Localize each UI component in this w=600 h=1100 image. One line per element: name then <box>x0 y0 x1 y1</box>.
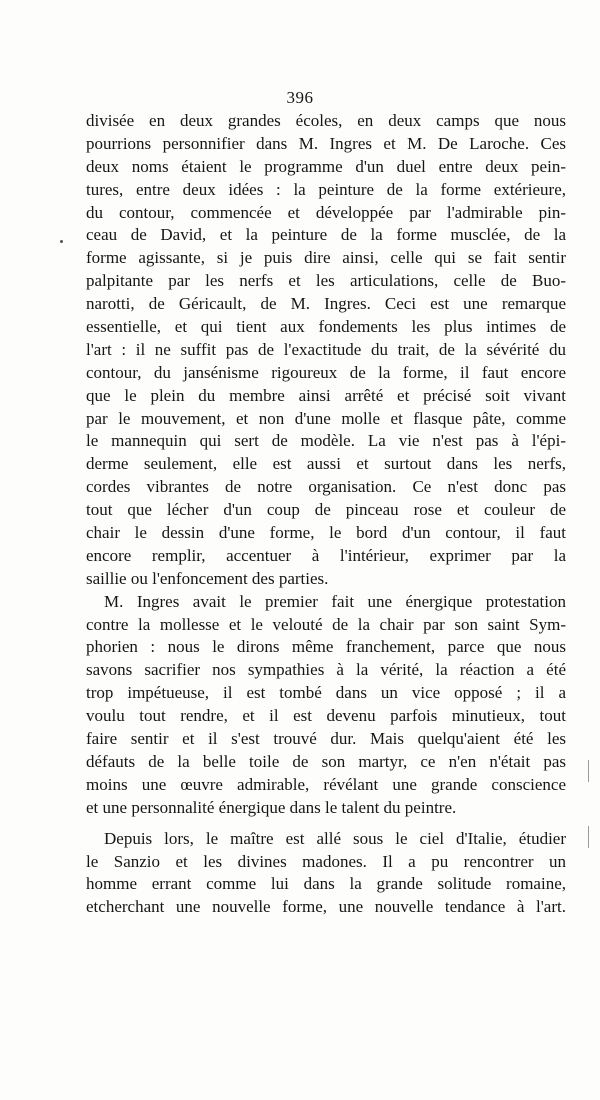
text-line: deux noms étaient le programme d'un duel entre deux pein- <box>86 156 566 176</box>
text-line: pourrions personnifier dans M. Ingres et M. De Laroche. Ces <box>86 133 566 153</box>
text-line: faire sentir et il s'est trouvé dur. Mais quelqu'aient été les <box>86 729 566 749</box>
text-line: cordes vibrantes de notre organisation. Ce n'est donc pas <box>86 477 566 497</box>
text-line: homme errant comme lui dans la grande solitude romaine, <box>86 874 566 894</box>
text-line: forme agissante, si je puis dire ainsi, celle qui se fait sentir <box>86 248 566 268</box>
text-line: voulu tout rendre, et il est devenu parfois minutieux, tout <box>86 706 566 726</box>
text-line: le mannequin qui sert de modèle. La vie n'est pas à l'épi- <box>86 431 566 451</box>
margin-dot <box>60 240 63 243</box>
text-line: contre la mollesse et le velouté de la chair par son saint Sym- <box>86 614 566 634</box>
text-line: défauts de la belle toile de son martyr, ce n'en n'était pas <box>86 751 566 771</box>
text-line: et une personnalité énergique dans le talent du peintre. <box>86 797 457 817</box>
text-line: tout que lécher d'un coup de pinceau rose et couleur de <box>86 500 566 520</box>
text-line: le Sanzio et les divines madones. Il a pu rencontrer un <box>86 851 566 871</box>
text-line: essentielle, et qui tient aux fondements les plus intimes de <box>86 317 566 337</box>
text-line: tures, entre deux idées : la peinture de la forme extérieure, <box>86 179 566 199</box>
text-line: etcherchant une nouvelle forme, une nouvelle tendance à l'art. <box>86 897 566 917</box>
text-line: Depuis lors, le maître est allé sous le ciel d'Italie, étudier <box>104 828 566 848</box>
text-line: chair le dessin d'une forme, le bord d'un contour, il faut <box>86 523 566 543</box>
text-line: du contour, commencée et développée par l'admirable pin- <box>86 202 566 222</box>
text-line: que le plein du membre ainsi arrêté et précisé soit vivant <box>86 385 566 405</box>
text-line: savons sacrifier nos sympathies à la vérité, la réaction a été <box>86 660 566 680</box>
text-line: moins une œuvre admirable, révélant une grande conscience <box>86 774 566 794</box>
paragraph-gap <box>86 820 566 828</box>
text-line: par le mouvement, et non d'une molle et flasque pâte, comme <box>86 408 566 428</box>
text-line: palpitante par les nerfs et les articulations, celle de Buo- <box>86 271 566 291</box>
text-line: narotti, de Géricault, de M. Ingres. Ceci est une remarque <box>86 294 566 314</box>
text-line: derme seulement, elle est aussi et surtout dans les nerfs, <box>86 454 566 474</box>
page-number: 396 <box>286 88 314 107</box>
text-line: l'art : il ne suffit pas de l'exactitude du trait, de la sévérité du <box>86 339 566 359</box>
text-line: contour, du jansénisme rigoureux de la forme, il faut encore <box>86 362 566 382</box>
text-line: encore remplir, accentuer à l'intérieur, exprimer par la <box>86 545 566 565</box>
text-line: ceau de David, et la peinture de la forme musclée, de la <box>86 225 566 245</box>
margin-mark <box>588 826 589 848</box>
text-line: M. Ingres avait le premier fait une énergique protestation <box>104 591 566 611</box>
margin-mark <box>588 760 589 782</box>
text-line: trop impétueuse, il est tombé dans un vice opposé ; il a <box>86 683 566 703</box>
body-text <box>86 110 566 919</box>
text-line: saillie ou l'enfoncement des parties. <box>86 568 329 588</box>
text-line: divisée en deux grandes écoles, en deux camps que nous <box>86 111 566 130</box>
text-line: phorien : nous le dirons même franchement, parce que nous <box>86 637 566 657</box>
